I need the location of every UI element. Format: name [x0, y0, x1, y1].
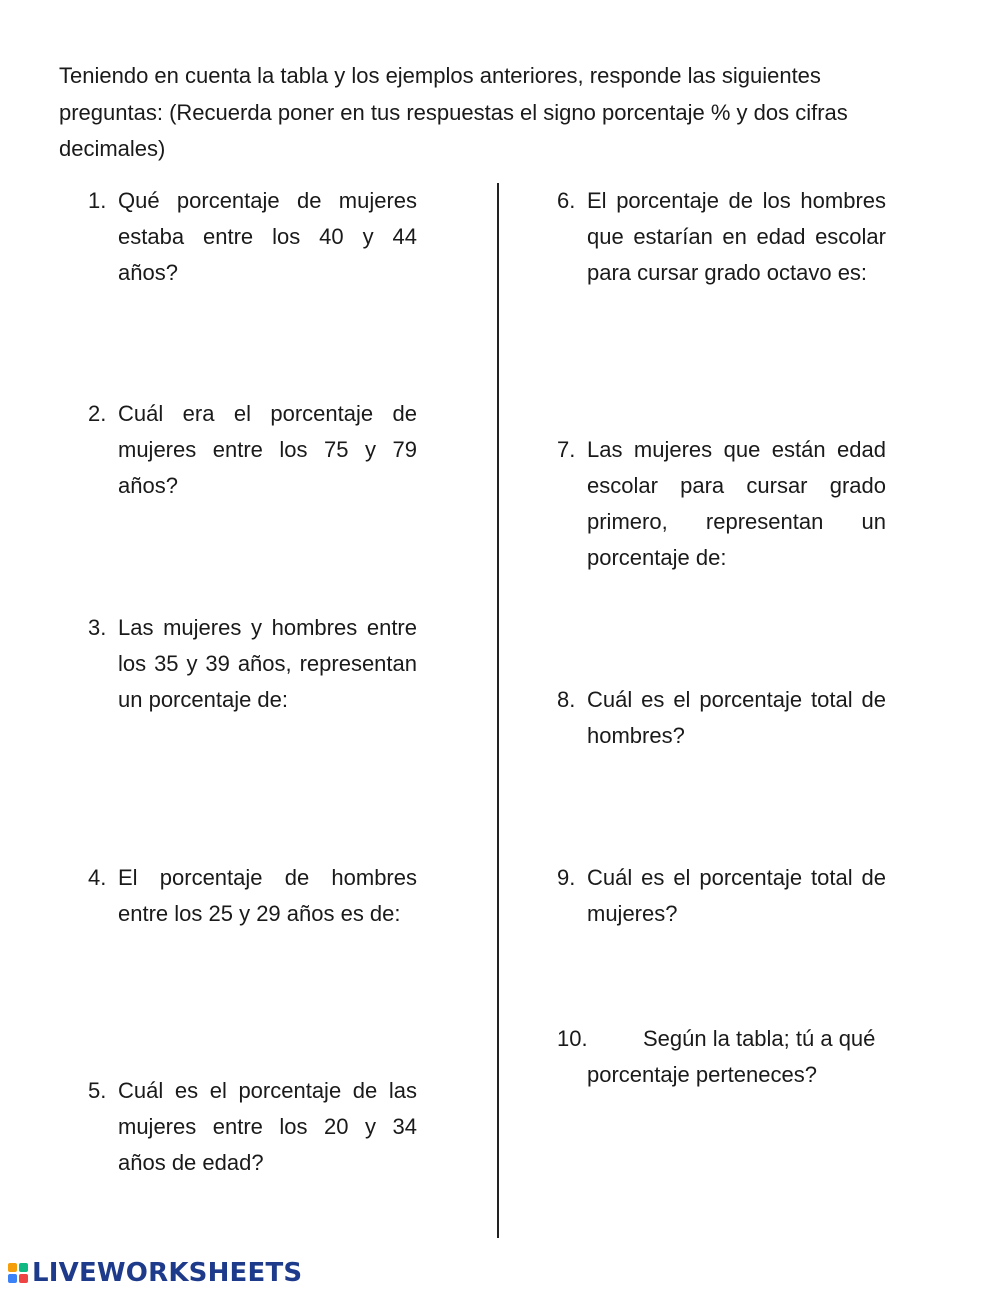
question-6 [557, 183, 886, 291]
question-text: El porcentaje de los hombres que estarían en edad escolar para cursar grado octavo es: [587, 188, 886, 285]
question-number: 6. [557, 188, 576, 213]
question-number: 8. [557, 687, 576, 712]
logo-mark-icon [8, 1263, 28, 1283]
question-number: 9. [557, 865, 576, 890]
question-1 [88, 183, 417, 291]
question-text: Cuál era el porcentaje de mujeres entre los 75 y 79 años? [118, 401, 417, 498]
question-number: 4. [88, 865, 107, 890]
question-8 [557, 682, 886, 754]
question-9 [557, 860, 886, 932]
question-text: Las mujeres que están edad escolar para cursar grado primero, representan un porcentaje de: [587, 437, 886, 570]
question-text: Según la tabla; tú a qué porcentaje perteneces? [587, 1026, 876, 1087]
question-number: 5. [88, 1078, 107, 1103]
liveworksheets-logo [8, 1258, 302, 1288]
question-text: Las mujeres y hombres entre los 35 y 39 años, representan un porcentaje de: [118, 615, 417, 712]
question-text: Qué porcentaje de mujeres estaba entre los 40 y 44 años? [118, 188, 417, 285]
question-number: 7. [557, 437, 576, 462]
question-2 [88, 396, 417, 504]
question-5 [88, 1073, 417, 1181]
question-number: 3. [88, 615, 107, 640]
question-3 [88, 610, 417, 718]
column-divider [497, 183, 499, 1238]
question-number: 10. [557, 1026, 588, 1051]
brand-name: LIVEWORKSHEETS [32, 1258, 303, 1288]
question-number: 2. [88, 401, 107, 426]
question-text: Cuál es el porcentaje total de hombres? [587, 687, 886, 748]
question-number: 1. [88, 188, 107, 213]
question-text: Cuál es el porcentaje total de mujeres? [587, 865, 886, 926]
instructions: Teniendo en cuenta la tabla y los ejemplos anteriores, responde las siguientes preguntas: (Recuerda poner en tus respuestas el signo porcentaje % y dos cifras decimales) [59, 63, 848, 161]
question-7 [557, 432, 886, 576]
question-10 [557, 1021, 886, 1093]
question-text: El porcentaje de hombres entre los 25 y 29 años es de: [118, 865, 417, 926]
question-text: Cuál es el porcentaje de las mujeres entre los 20 y 34 años de edad? [118, 1078, 417, 1175]
question-4 [88, 860, 417, 932]
